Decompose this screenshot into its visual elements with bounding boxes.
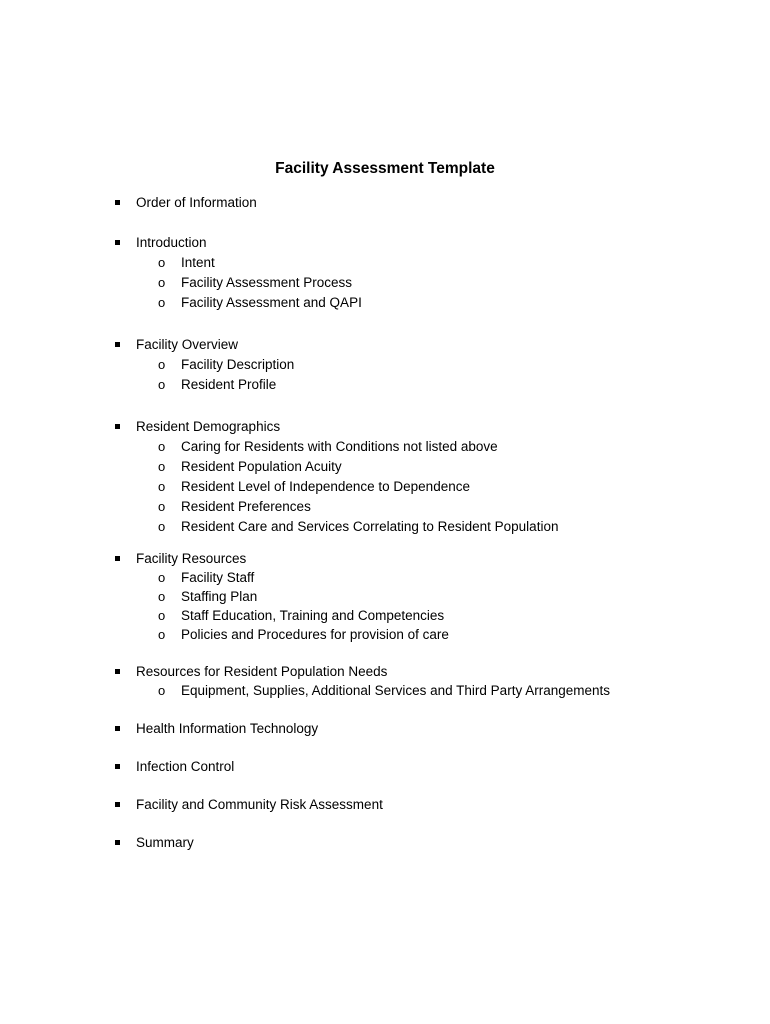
circle-bullet-icon: o <box>158 519 166 534</box>
sub-list-item-label: Intent <box>181 255 215 270</box>
sub-list-item <box>0 681 770 700</box>
sub-list-item-label: Facility Staff <box>181 570 255 585</box>
sub-list-item-label: Facility Description <box>181 357 295 372</box>
circle-bullet-icon: o <box>158 275 166 290</box>
circle-bullet-icon: o <box>158 255 166 270</box>
circle-bullet-icon: o <box>158 608 166 623</box>
circle-bullet-icon: o <box>158 439 166 454</box>
square-bullet-icon <box>115 764 120 769</box>
section-summary <box>0 833 770 853</box>
circle-bullet-icon: o <box>158 499 166 514</box>
sub-list-item <box>0 477 770 497</box>
list-item-label: Resident Demographics <box>136 419 281 434</box>
list-item <box>0 719 770 739</box>
list-item <box>0 795 770 815</box>
sub-list-item-label: Resident Population Acuity <box>181 459 342 474</box>
sub-list-item <box>0 273 770 293</box>
list-item-label: Facility Overview <box>136 337 239 352</box>
sub-list-item-label: Resident Profile <box>181 377 277 392</box>
list-item-label: Resources for Resident Population Needs <box>136 664 388 679</box>
list-item-label: Summary <box>136 835 194 850</box>
square-bullet-icon <box>115 342 120 347</box>
sub-list-item-label: Policies and Procedures for provision of care <box>181 627 449 642</box>
sub-list-item <box>0 587 770 606</box>
sub-list-item <box>0 293 770 313</box>
sub-list-item-label: Facility Assessment and QAPI <box>181 295 362 310</box>
list-item <box>0 335 770 355</box>
list-item <box>0 833 770 853</box>
square-bullet-icon <box>115 726 120 731</box>
section-introduction <box>0 233 770 313</box>
circle-bullet-icon: o <box>158 627 166 642</box>
circle-bullet-icon: o <box>158 377 166 392</box>
sub-list-item <box>0 497 770 517</box>
section-health-information-technology <box>0 719 770 739</box>
list-item-label: Health Information Technology <box>136 721 319 736</box>
sub-list-item <box>0 437 770 457</box>
sub-list-item <box>0 625 770 644</box>
list-item <box>0 549 770 568</box>
sub-list-item-label: Caring for Residents with Conditions not listed above <box>181 439 498 454</box>
sub-list-item <box>0 355 770 375</box>
circle-bullet-icon: o <box>158 459 166 474</box>
circle-bullet-icon: o <box>158 683 166 698</box>
section-resident-demographics <box>0 417 770 537</box>
list-item-label: Infection Control <box>136 759 235 774</box>
sub-list-item <box>0 457 770 477</box>
list-item-label: Order of Information <box>136 195 257 210</box>
sub-list-item <box>0 517 770 537</box>
sub-list-item <box>0 606 770 625</box>
section-infection-control <box>0 757 770 777</box>
list-item-label: Facility and Community Risk Assessment <box>136 797 383 812</box>
list-item <box>0 662 770 681</box>
section-resources-for-resident-population-needs <box>0 662 770 700</box>
square-bullet-icon <box>115 802 120 807</box>
square-bullet-icon <box>115 200 120 205</box>
list-item <box>0 417 770 437</box>
section-facility-overview <box>0 335 770 395</box>
section-facility-and-community-risk-assessment <box>0 795 770 815</box>
sub-list-item-label: Resident Preferences <box>181 499 311 514</box>
sub-list-item-label: Equipment, Supplies, Additional Services and Third Party Arrangements <box>181 683 610 698</box>
sub-list-item-label: Staff Education, Training and Competencies <box>181 608 445 623</box>
circle-bullet-icon: o <box>158 570 166 585</box>
square-bullet-icon <box>115 556 120 561</box>
sub-list-item <box>0 253 770 273</box>
section-facility-resources <box>0 549 770 644</box>
circle-bullet-icon: o <box>158 479 166 494</box>
square-bullet-icon <box>115 424 120 429</box>
list-item-label: Facility Resources <box>136 551 247 566</box>
sub-list-item-label: Facility Assessment Process <box>181 275 353 290</box>
square-bullet-icon <box>115 669 120 674</box>
sub-list-item <box>0 375 770 395</box>
section-order-of-information <box>0 193 770 213</box>
circle-bullet-icon: o <box>158 589 166 604</box>
list-item <box>0 757 770 777</box>
sub-list-item-label: Staffing Plan <box>181 589 258 604</box>
sub-list-item-label: Resident Care and Services Correlating to Resident Population <box>181 519 559 534</box>
list-item-label: Introduction <box>136 235 207 250</box>
square-bullet-icon <box>115 240 120 245</box>
square-bullet-icon <box>115 840 120 845</box>
list-item <box>0 193 770 213</box>
page-title: Facility Assessment Template <box>275 160 495 177</box>
sub-list-item-label: Resident Level of Independence to Dependence <box>181 479 470 494</box>
list-item <box>0 233 770 253</box>
circle-bullet-icon: o <box>158 357 166 372</box>
sub-list-item <box>0 568 770 587</box>
circle-bullet-icon: o <box>158 295 166 310</box>
